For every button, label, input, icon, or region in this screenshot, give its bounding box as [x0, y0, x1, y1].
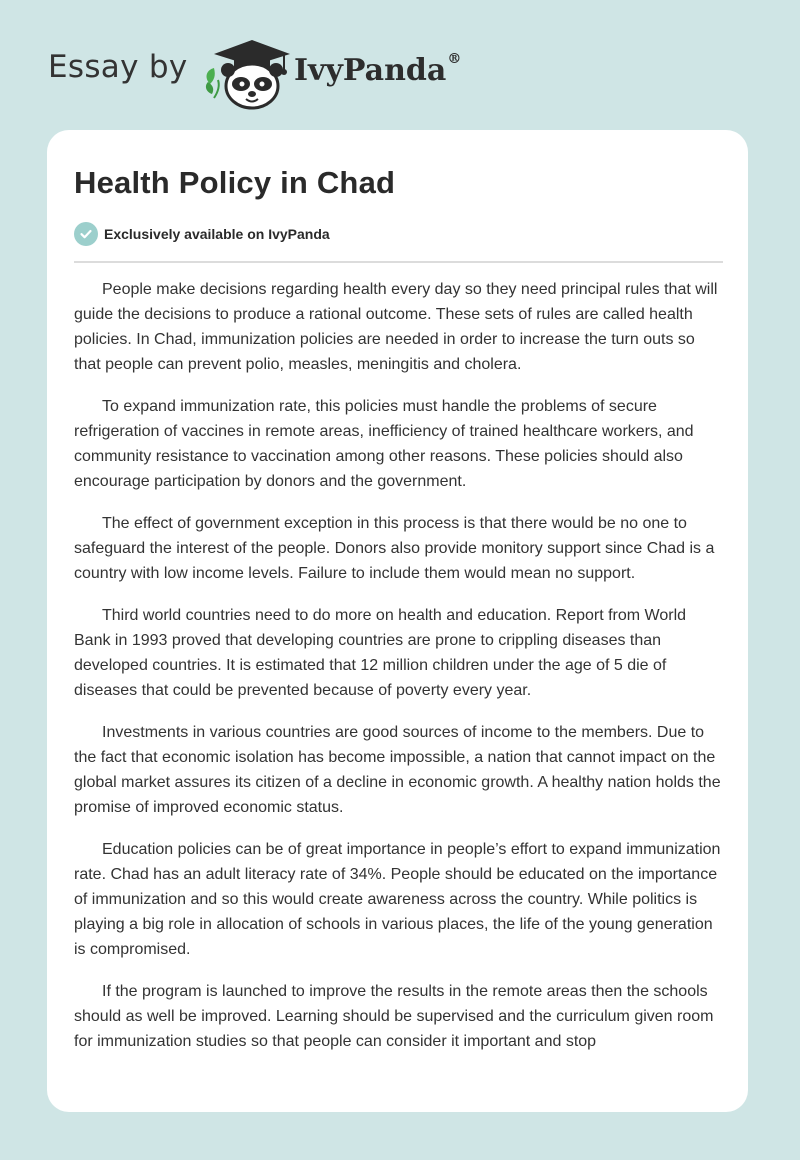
registered-mark: ®: [447, 51, 462, 67]
check-icon: [74, 222, 98, 246]
essay-card: [47, 130, 748, 1112]
title-divider: [74, 261, 723, 263]
brand-name[interactable]: [294, 53, 461, 88]
exclusive-badge: [74, 222, 330, 246]
paragraph: If the program is launched to improve the results in the remote areas then the schools should as well be improved. Learning should be supervised and the curriculum given room for immunization studies so that people can consider it important and stop: [74, 983, 714, 1050]
page-title: Health Policy in Chad: [74, 165, 396, 200]
essay-by-label: Essay by: [48, 49, 188, 85]
essay-body: [74, 277, 723, 1092]
brand-name-text: IvyPanda: [294, 53, 447, 88]
paragraph: People make decisions regarding health every day so they need principal rules that will guide the decisions to produce a rational outcome. These sets of rules are called health policies. In Chad, immunization policies are needed in order to increase the turn outs so that people can prevent polio, measles, meningitis and cholera.: [74, 281, 718, 373]
exclusive-badge-text: Exclusively available on IvyPanda: [104, 226, 330, 242]
paragraph: Investments in various countries are good sources of income to the members. Due to the fact that economic isolation has become impossible, a nation that cannot impact on the global market assures its citizen of a decline in economic growth. A healthy nation holds the promise of improved economic status.: [74, 724, 721, 816]
paragraph: To expand immunization rate, this policies must handle the problems of secure refrigeration of vaccines in remote areas, inefficiency of trained healthcare workers, and community resistance to vaccination among other reasons. These policies should also encourage participation by donors and the government.: [74, 398, 694, 490]
paragraph: The effect of government exception in this process is that there would be no one to safeguard the interest of the people. Donors also provide monitory support since Chad is a country with low income levels. Failure to include them would mean no support.: [74, 515, 715, 582]
panda-graduate-icon[interactable]: [200, 36, 292, 110]
paragraph: Education policies can be of great importance in people’s effort to expand immunization rate. Chad has an adult literacy rate of 34%. People should be educated on the importance of immunization and so this would create awareness across the country. While politics is playing a big role in allocation of schools in various places, the life of the young generation is compromised.: [74, 841, 721, 958]
site-header: [0, 0, 800, 130]
paragraph: Third world countries need to do more on health and education. Report from World Bank in 1993 proved that developing countries are prone to crippling diseases than developed countries. It is estimated that 12 million children under the age of 5 die of diseases that could be prevented because of poverty every year.: [74, 607, 687, 699]
